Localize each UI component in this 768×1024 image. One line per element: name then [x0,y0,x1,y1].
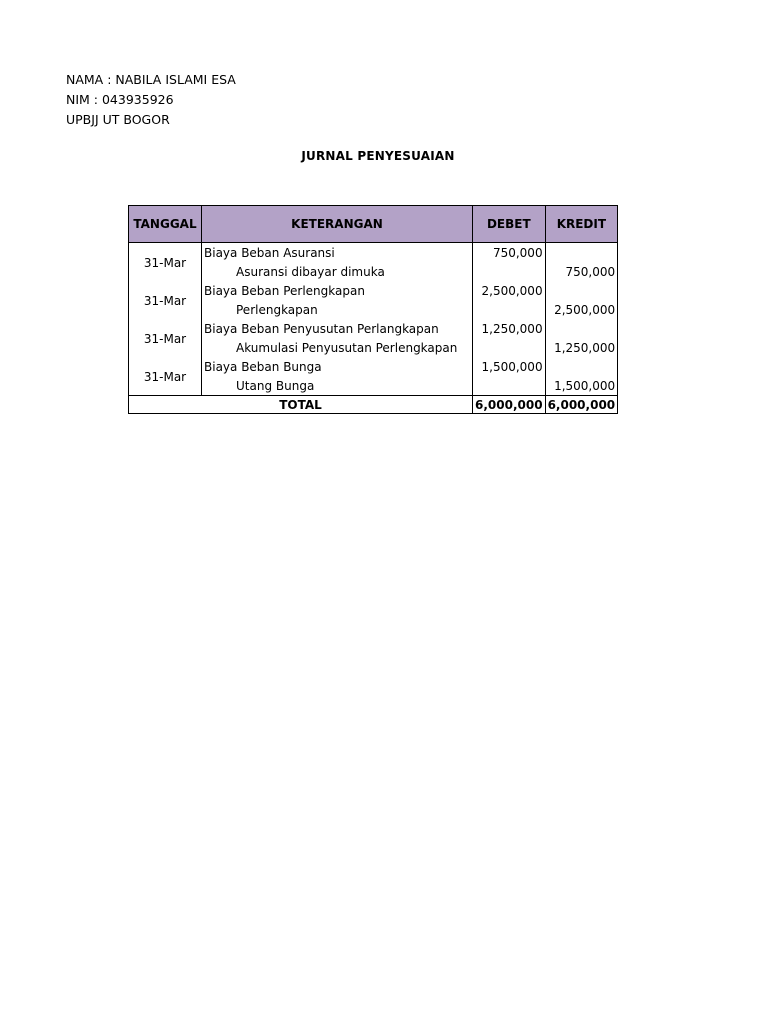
student-unit: UPBJJ UT BOGOR [66,112,170,127]
page-title: JURNAL PENYESUAIAN [301,149,455,163]
total-row [129,396,618,414]
column-header-kredit: KREDIT [545,206,618,243]
credit-account: Perlengkapan [202,301,473,320]
total-credit: 6,000,000 [545,396,618,414]
column-header-tanggal: TANGGAL [129,206,202,243]
column-header-keterangan: KETERANGAN [202,206,473,243]
total-label: TOTAL [129,396,473,414]
debit-account: Biaya Beban Asuransi [202,243,473,263]
credit-amount: 1,500,000 [545,377,618,396]
credit-amount: 750,000 [545,263,618,282]
debit-amount: 750,000 [473,243,546,263]
entry-date: 31-Mar [129,243,202,282]
credit-account: Asuransi dibayar dimuka [202,263,473,282]
credit-amount-empty [545,281,618,301]
credit-amount-empty [545,243,618,263]
debit-amount-empty [473,263,546,282]
credit-account: Akumulasi Penyusutan Perlengkapan [202,339,473,358]
debit-amount-empty [473,377,546,396]
debit-amount-empty [473,301,546,320]
entry-date: 31-Mar [129,319,202,357]
credit-amount-empty [545,357,618,377]
credit-account: Utang Bunga [202,377,473,396]
student-info [66,70,236,130]
debit-amount: 1,250,000 [473,319,546,339]
table-row [129,263,618,282]
table-row [129,301,618,320]
table-row [129,339,618,358]
journal-table [128,205,618,414]
table-row [129,357,618,377]
entry-date: 31-Mar [129,357,202,396]
table-row [129,243,618,263]
credit-amount: 2,500,000 [545,301,618,320]
column-header-debet: DEBET [473,206,546,243]
table-row [129,377,618,396]
table-row [129,319,618,339]
debit-amount-empty [473,339,546,358]
table-row [129,281,618,301]
debit-account: Biaya Beban Perlengkapan [202,281,473,301]
debit-amount: 1,500,000 [473,357,546,377]
debit-account: Biaya Beban Penyusutan Perlangkapan [202,319,473,339]
table-header-row [129,206,618,243]
total-debit: 6,000,000 [473,396,546,414]
credit-amount-empty [545,319,618,339]
student-name: NAMA : NABILA ISLAMI ESA [66,72,236,87]
debit-account: Biaya Beban Bunga [202,357,473,377]
student-nim: NIM : 043935926 [66,92,174,107]
credit-amount: 1,250,000 [545,339,618,358]
entry-date: 31-Mar [129,281,202,319]
debit-amount: 2,500,000 [473,281,546,301]
